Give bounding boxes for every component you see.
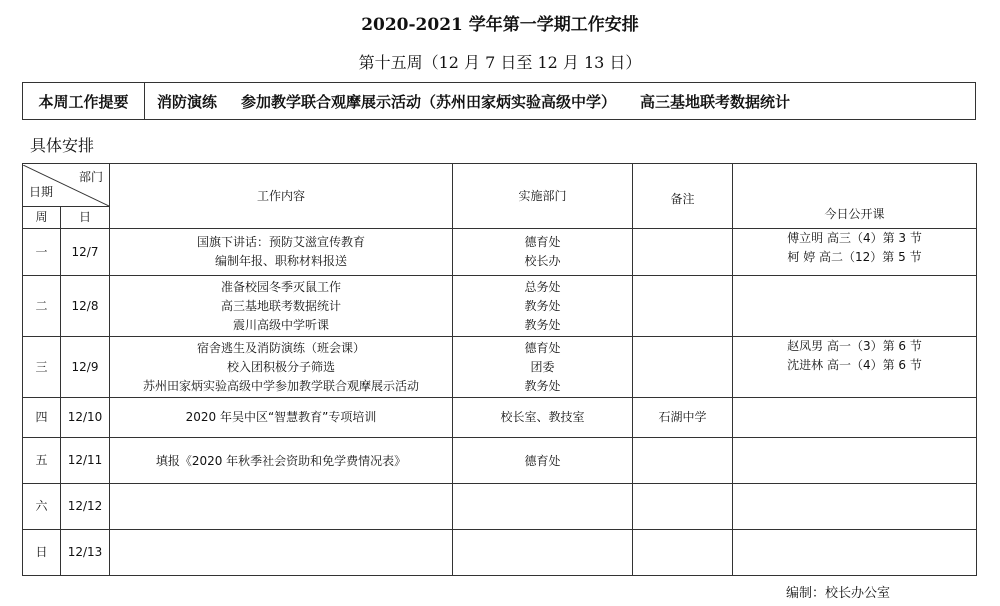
corner-cell [23, 164, 110, 207]
date-cell: 12/13 [61, 530, 110, 576]
work-line: 校入团积极分子筛选 [226, 359, 335, 374]
summary-item: 参加教学联合观摩展示活动（苏州田家炳实验高级中学） [241, 92, 617, 111]
footer-compiler: 编制：校长办公室 [786, 586, 891, 601]
work-line: 编制年报、职称材料报送 [214, 254, 347, 268]
corner-date-label: 日期 [29, 184, 54, 199]
week-cell: 日 [23, 530, 61, 576]
dept-line: 德育处 [524, 235, 561, 249]
dept-line: 教务处 [524, 298, 561, 313]
course-cell [733, 229, 977, 276]
work-line: 2020 年吴中区“智慧教育”专项培训 [185, 410, 377, 424]
course-cell [733, 276, 977, 337]
work-cell [110, 484, 453, 530]
work-cell [110, 229, 453, 276]
work-cell [110, 530, 453, 576]
work-line: 宿舍逃生及消防演练（班会课） [196, 340, 365, 355]
work-cell [110, 398, 453, 438]
work-line: 高三基地联考数据统计 [220, 298, 341, 313]
summary-item: 消防演练 [157, 92, 218, 111]
table-row [23, 530, 977, 576]
corner-dept-label: 部门 [78, 169, 103, 184]
work-line: 苏州田家炳实验高级中学参加教学联合观摩展示活动 [142, 378, 419, 393]
date-cell: 12/11 [61, 438, 110, 484]
work-cell [110, 337, 453, 398]
header-row [23, 164, 977, 207]
week-cell: 一 [23, 229, 61, 276]
dept-cell [453, 276, 633, 337]
date-cell: 12/10 [61, 398, 110, 438]
header-course: 今日公开课 [733, 164, 977, 229]
header-work: 工作内容 [110, 164, 453, 229]
dept-cell [453, 438, 633, 484]
table-row [23, 229, 977, 276]
summary-items [145, 91, 790, 112]
course-cell [733, 438, 977, 484]
work-cell [110, 276, 453, 337]
remark-cell [633, 438, 733, 484]
week-subtitle: 第十五周（12 月 7 日至 12 月 13 日） [358, 53, 642, 72]
work-line: 国旗下讲话：预防艾滋宣传教育 [196, 235, 365, 249]
remark-cell: 石湖中学 [633, 398, 733, 438]
table-row [23, 276, 977, 337]
dept-cell [453, 229, 633, 276]
date-cell: 12/8 [61, 276, 110, 337]
date-cell: 12/12 [61, 484, 110, 530]
table-row [23, 398, 977, 438]
work-cell [110, 438, 453, 484]
remark-cell [633, 276, 733, 337]
week-cell: 六 [23, 484, 61, 530]
header-week: 周 [23, 207, 61, 229]
course-line: 柯 婷 高二（12）第 5 节 [787, 250, 922, 264]
dept-line: 校长室、教技室 [500, 410, 585, 424]
course-cell [733, 530, 977, 576]
week-cell: 四 [23, 398, 61, 438]
dept-line: 德育处 [524, 340, 561, 355]
course-cell [733, 337, 977, 398]
table-row [23, 438, 977, 484]
header-remark: 备注 [633, 164, 733, 229]
dept-line: 校长办 [524, 254, 561, 268]
course-line: 沈进林 高一（4）第 6 节 [787, 358, 922, 372]
remark-cell [633, 484, 733, 530]
course-line: 傅立明 高三（4）第 3 节 [787, 231, 922, 245]
dept-cell [453, 484, 633, 530]
schedule-table [22, 163, 977, 576]
week-cell: 五 [23, 438, 61, 484]
header-day: 日 [61, 207, 110, 229]
course-cell [733, 398, 977, 438]
dept-line: 教务处 [524, 378, 561, 393]
table-row [23, 484, 977, 530]
dept-cell [453, 398, 633, 438]
remark-cell [633, 337, 733, 398]
header-dept: 实施部门 [453, 164, 633, 229]
remark-cell [633, 229, 733, 276]
page-title: 2020-2021 学年第一学期工作安排 [361, 15, 639, 35]
dept-line: 德育处 [524, 454, 561, 468]
remark-cell [633, 530, 733, 576]
dept-line: 总务处 [524, 279, 561, 294]
work-line: 震川高级中学听课 [232, 317, 329, 332]
weekly-summary-box [22, 82, 976, 120]
work-line: 准备校园冬季灭鼠工作 [220, 279, 341, 294]
dept-cell [453, 530, 633, 576]
summary-item: 高三基地联考数据统计 [640, 92, 791, 111]
dept-line: 团委 [530, 359, 555, 374]
work-line: 填报《2020 年秋季社会资助和免学费情况表》 [155, 454, 407, 468]
course-cell [733, 484, 977, 530]
dept-line: 教务处 [524, 317, 561, 332]
date-cell: 12/9 [61, 337, 110, 398]
week-cell: 二 [23, 276, 61, 337]
dept-cell [453, 337, 633, 398]
date-cell: 12/7 [61, 229, 110, 276]
summary-label: 本周工作提要 [23, 83, 145, 119]
week-cell: 三 [23, 337, 61, 398]
course-line: 赵凤男 高一（3）第 6 节 [787, 339, 922, 353]
section-title: 具体安排 [30, 136, 95, 155]
table-row [23, 337, 977, 398]
